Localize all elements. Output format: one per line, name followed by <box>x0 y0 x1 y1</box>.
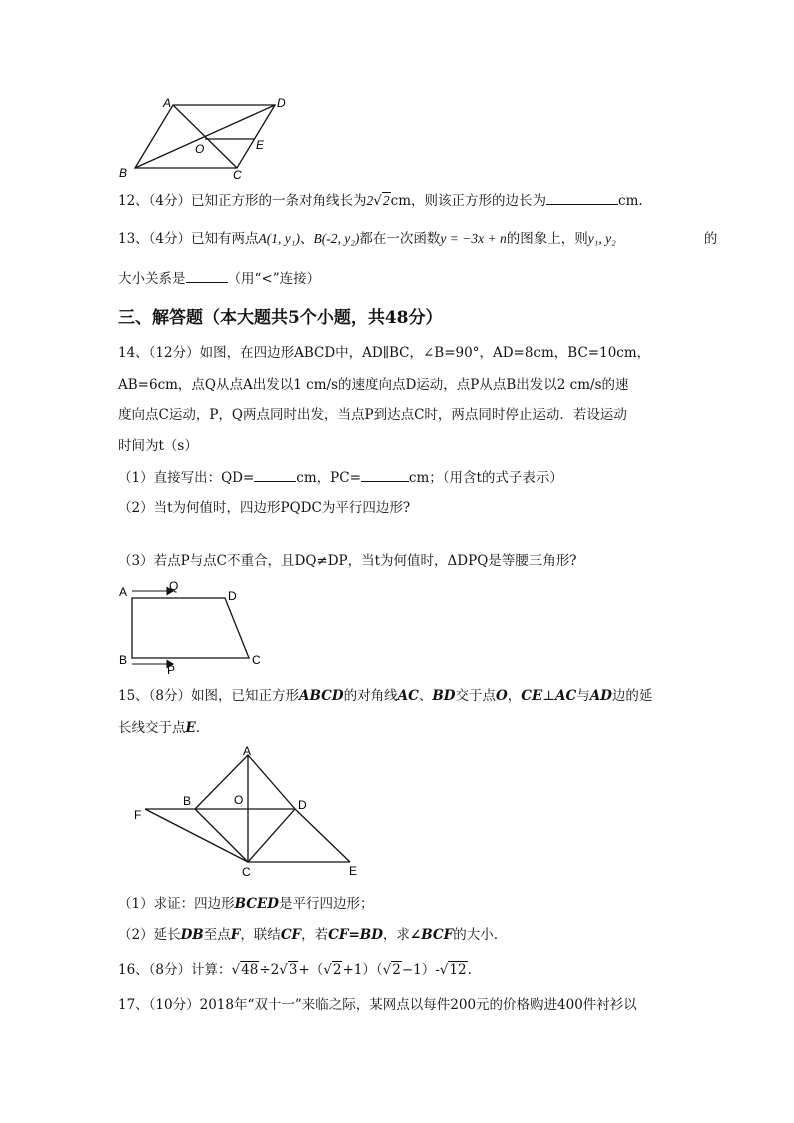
sqrt-2b: √2 <box>382 962 401 978</box>
fig14-label-q: Q <box>169 579 179 593</box>
answer-blank-qd[interactable] <box>254 467 296 482</box>
section-3-heading: 三、解答题（本大题共5个小题，共48分） <box>118 308 443 328</box>
fig15-label-d: D <box>298 798 307 812</box>
answer-blank-q13[interactable] <box>186 268 228 283</box>
question-15-sub1: （1）求证：四边形BCED是平行四边形； <box>118 896 374 912</box>
sqrt-12: √12 <box>439 962 467 978</box>
fig15-label-b: B <box>183 794 192 808</box>
fig15-label-e: E <box>349 864 358 878</box>
sqrt-symbol: √2 <box>373 193 390 209</box>
question-14-line4: 时间为t（s） <box>118 438 198 454</box>
question-12: 12、（4分）已知正方形的一条对角线长为2√2cm，则该正方形的边长为 cm. <box>118 190 643 211</box>
sqrt-2a: √2 <box>323 962 342 978</box>
question-17-line1: 17、（10分）2018年“双十一”来临之际，某网点以每件200元的价格购进400件衬衫以 <box>118 997 637 1013</box>
fig14-label-b: B <box>119 653 128 667</box>
answer-blank-pc[interactable] <box>361 467 409 482</box>
question-13: 13、（4分）已知有两点A(1, y₁)、B(-2, y₂)都在一次函数y = −3x + n的图象上，则y₁, y₂ 的 <box>118 231 718 247</box>
fig11-label-o: O <box>195 142 205 156</box>
question-14-line3: 度向点C运动，P，Q两点同时出发，当点P到达点C时，两点同时停止运动．若设运动 <box>118 407 627 423</box>
question-14-line2: AB=6cm，点Q从点A出发以1 cm/s的速度向点D运动，点P从点B出发以2 cm/s的速 <box>118 377 629 393</box>
question-14-sub3: （3）若点P与点C不重合，且DQ≠DP，当t为何值时，ΔDPQ是等腰三角形? <box>118 553 577 569</box>
fig14-label-p: P <box>167 663 176 676</box>
fig14-label-d: D <box>228 589 237 603</box>
question-14-sub1: （1）直接写出：QD= cm，PC= cm；（用含t的式子表示） <box>118 467 563 488</box>
fig15-label-o: O <box>234 793 244 807</box>
answer-blank-q12[interactable] <box>546 190 618 205</box>
fig11-label-e: E <box>256 138 265 152</box>
figure-parallelogram-q11 <box>115 95 305 180</box>
question-14-sub2: （2）当t为何值时，四边形PQDC为平行四边形? <box>118 500 411 516</box>
fig14-label-a: A <box>119 585 128 599</box>
fig15-label-a: A <box>243 745 252 758</box>
figure-square-q15 <box>130 745 365 880</box>
fig11-label-d: D <box>277 96 286 110</box>
question-14-line1: 14、（12分）如图，在四边形ABCD中，AD∥BC，∠B=90°，AD=8cm，BC=10cm， <box>118 345 651 361</box>
fig15-label-c: C <box>242 865 251 879</box>
question-16: 16、（8分）计算：√48÷2√3+（√2+1）（√2−1）-√12. <box>118 962 472 978</box>
sqrt-3: √3 <box>279 962 298 978</box>
figure-trapezoid-q14 <box>115 578 275 676</box>
question-15-sub2: （2）延长DB至点F，联结CF，若CF=BD，求∠BCF的大小. <box>118 927 499 943</box>
fig15-label-f: F <box>134 808 142 822</box>
fig11-label-a: A <box>163 96 172 110</box>
question-15-line1: 15、（8分）如图，已知正方形ABCD的对角线AC、BD交于点O，CE⊥AC与AD边的延 <box>118 688 653 704</box>
sqrt-48: √48 <box>231 962 259 978</box>
fig11-label-b: B <box>119 166 128 180</box>
question-15-line2: 长线交于点E. <box>118 720 201 736</box>
fig14-label-c: C <box>252 653 261 667</box>
question-13-line2: 大小关系是 （用“<”连接） <box>118 268 320 289</box>
fig11-label-c: C <box>233 168 242 180</box>
